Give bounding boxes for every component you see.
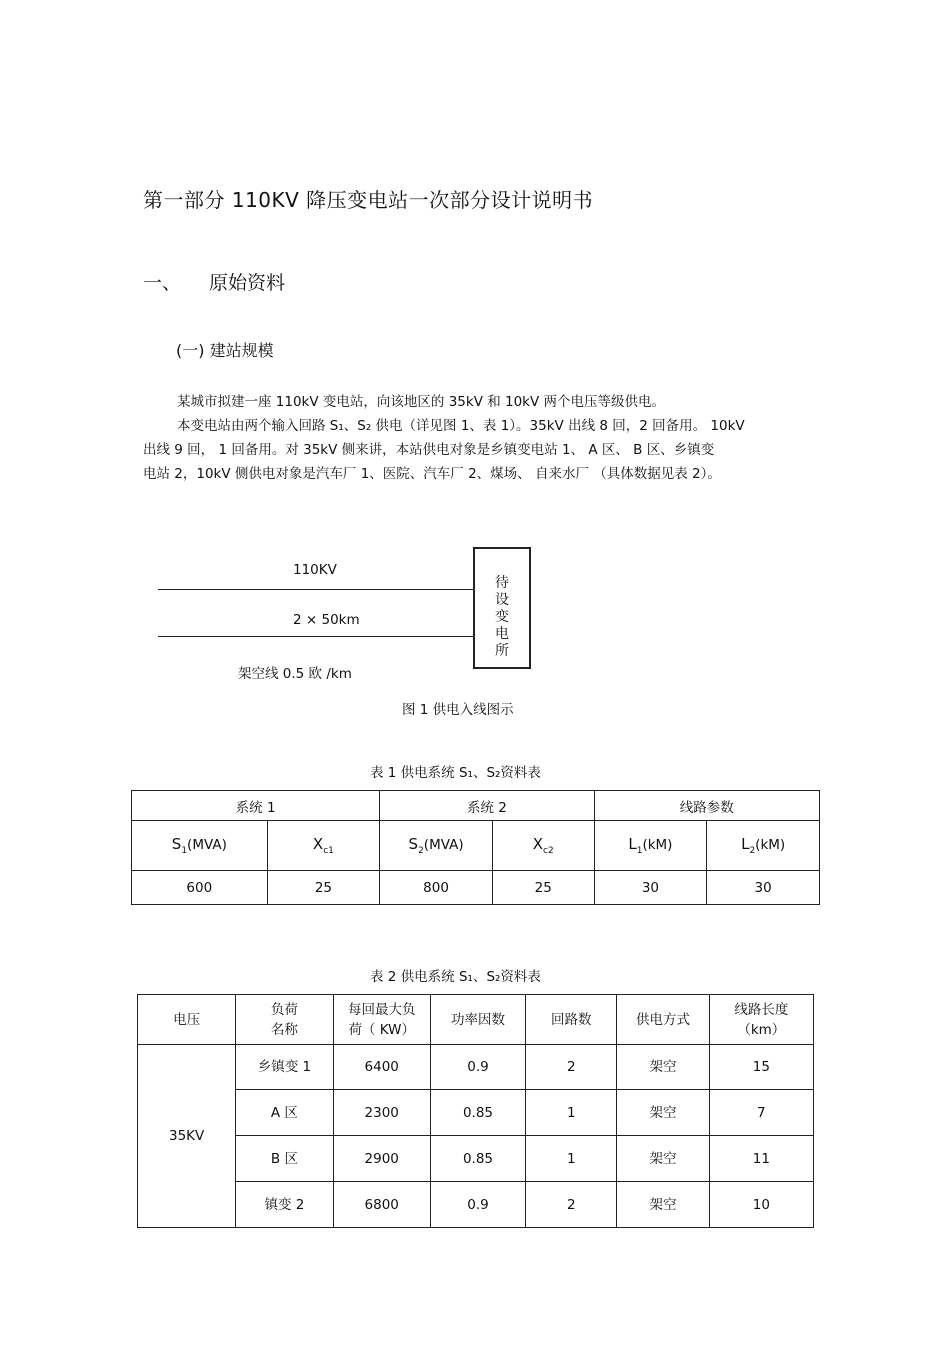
voltage-label: 110KV (293, 562, 337, 578)
substation-label: 待 设 变 电 所 (495, 575, 509, 659)
section-title: 原始资料 (209, 272, 286, 294)
table-cell: 1 (526, 1090, 617, 1136)
col-header-xc1: $X_{c1}$ (267, 821, 380, 871)
table-2-header-row (138, 995, 814, 1045)
table-cell: 架空 (617, 1090, 709, 1136)
table-row (138, 1090, 814, 1136)
header-power-factor: 功率因数 (430, 995, 525, 1045)
substation-box (473, 547, 531, 669)
feed-line-lower (158, 636, 474, 637)
header-max-load: 每回最大负 荷（ KW） (333, 995, 430, 1045)
table-cell: 0.85 (430, 1136, 525, 1182)
table-cell: 2 (526, 1182, 617, 1228)
table-cell: 25 (492, 871, 594, 905)
table-cell: 架空 (617, 1045, 709, 1090)
col-header-s2: $S_2(MVA)$ (380, 821, 493, 871)
table-cell: 2300 (333, 1090, 430, 1136)
header-load-name: 负荷 名称 (236, 995, 333, 1045)
col-header-s1: $S_1(MVA)$ (132, 821, 268, 871)
overhead-line-label: 架空线 0.5 欧 /km (238, 666, 352, 682)
paragraph-line-3: 出线 9 回， 1 回备用。对 35kV 侧来讲，本站供电对象是乡镇变电站 1、 A 区、 B 区、乡镇变 (143, 442, 715, 458)
table-cell: 架空 (617, 1182, 709, 1228)
line-length-label: 2 × 50km (293, 612, 360, 628)
table-cell: 0.85 (430, 1090, 525, 1136)
feed-line-upper (158, 589, 474, 590)
table-cell: 2900 (333, 1136, 430, 1182)
table-row (138, 1136, 814, 1182)
table-cell: B 区 (236, 1136, 333, 1182)
table-cell: 11 (709, 1136, 813, 1182)
table-cell: 10 (709, 1182, 813, 1228)
table-cell: 架空 (617, 1136, 709, 1182)
paragraph-line-2: 本变电站由两个输入回路 S₁、S₂ 供电（详见图 1、表 1）。35kV 出线 8 回，2 回备用。 10kV (177, 418, 745, 434)
table-cell: 乡镇变 1 (236, 1045, 333, 1090)
col-header-xc2: $X_{c2}$ (492, 821, 594, 871)
table-cell: 30 (707, 871, 820, 905)
paragraph-line-1: 某城市拟建一座 110kV 变电站，向该地区的 35kV 和 10kV 两个电压等级供电。 (177, 394, 666, 410)
figure-1-caption: 图 1 供电入线图示 (402, 702, 514, 718)
table-row (132, 871, 820, 905)
table-cell: 0.9 (430, 1045, 525, 1090)
section-heading (143, 268, 285, 295)
table-cell: 15 (709, 1045, 813, 1090)
table-row (138, 1182, 814, 1228)
header-circuit-count: 回路数 (526, 995, 617, 1045)
supply-diagram (150, 540, 550, 690)
group-header-system-2: 系统 2 (380, 791, 594, 821)
table-cell: 6400 (333, 1045, 430, 1090)
header-line-length: 线路长度 （km） (709, 995, 813, 1045)
subsection-heading: (一) 建站规模 (176, 341, 274, 360)
table-2-caption: 表 2 供电系统 S₁、S₂资料表 (370, 969, 541, 985)
table-1 (131, 790, 820, 905)
table-1-column-header-row (132, 821, 820, 871)
table-2 (137, 994, 814, 1228)
table-cell: 6800 (333, 1182, 430, 1228)
group-header-system-1: 系统 1 (132, 791, 380, 821)
table-cell: 镇变 2 (236, 1182, 333, 1228)
paragraph-line-4: 电站 2，10kV 侧供电对象是汽车厂 1、医院、汽车厂 2、煤场、 自来水厂 （具体数据见表 2）。 (143, 466, 721, 482)
table-cell: 1 (526, 1136, 617, 1182)
table-cell: 0.9 (430, 1182, 525, 1228)
group-header-line-params: 线路参数 (594, 791, 819, 821)
table-row (138, 1045, 814, 1090)
col-header-l1: $L_1(kM)$ (594, 821, 707, 871)
table-cell: 7 (709, 1090, 813, 1136)
document-title: 第一部分 110KV 降压变电站一次部分设计说明书 (143, 188, 594, 212)
table-cell: 25 (267, 871, 380, 905)
table-cell: 30 (594, 871, 707, 905)
table-1-caption: 表 1 供电系统 S₁、S₂资料表 (370, 765, 541, 781)
table-cell: A 区 (236, 1090, 333, 1136)
table-cell: 2 (526, 1045, 617, 1090)
table-cell: 800 (380, 871, 493, 905)
voltage-cell: 35KV (138, 1045, 236, 1228)
col-header-l2: $L_2(kM)$ (707, 821, 820, 871)
header-supply-mode: 供电方式 (617, 995, 709, 1045)
header-voltage: 电压 (138, 995, 236, 1045)
table-1-group-header-row (132, 791, 820, 821)
table-cell: 600 (132, 871, 268, 905)
section-number: 一、 (143, 272, 182, 294)
